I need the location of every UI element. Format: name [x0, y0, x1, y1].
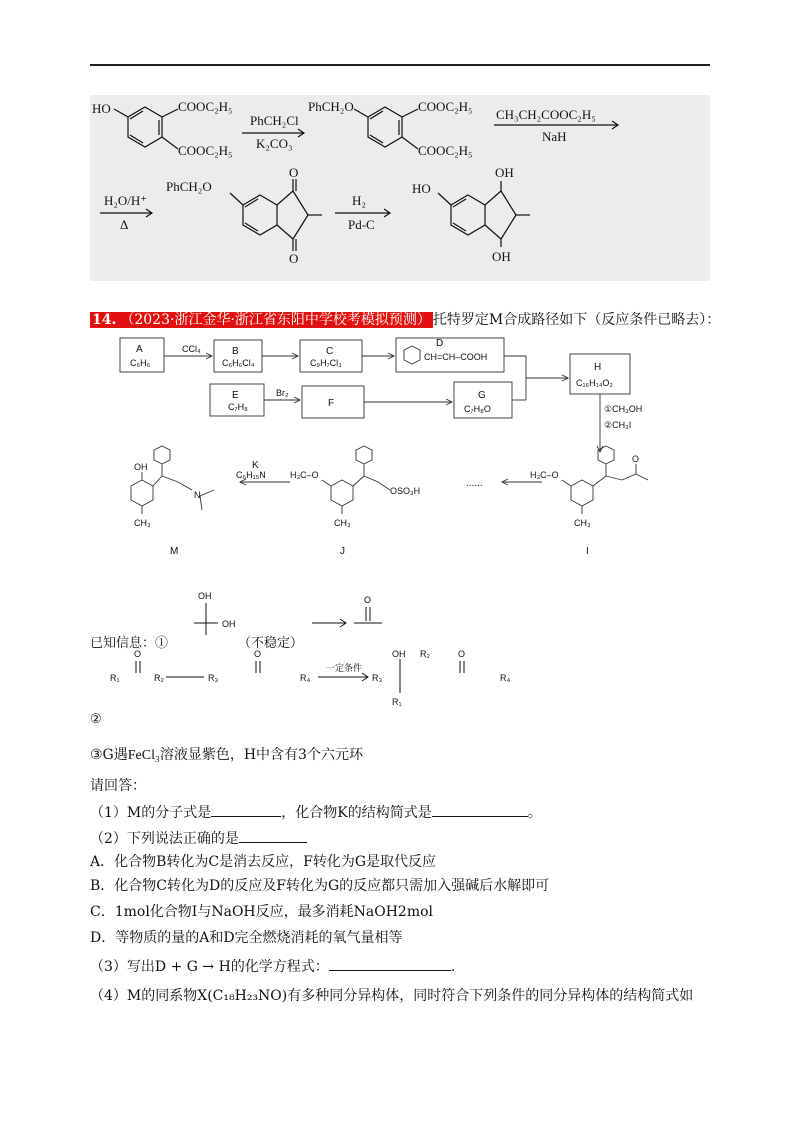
q3-text-a: （3）写出: [90, 959, 155, 975]
reagent-3-top: H₂O/H⁺: [104, 193, 148, 208]
sm-ester-bottom: COOC₂H₅: [178, 143, 233, 158]
reagent-2-bottom: NaH: [542, 129, 567, 144]
box-a-formula: C₆H₆: [130, 358, 151, 368]
br2-label: Br₂: [276, 388, 289, 398]
rxn-o-1: O: [134, 649, 142, 659]
box-e-label: E: [232, 390, 239, 401]
i-o: O: [632, 454, 640, 464]
scheme-1-drawing: [90, 95, 710, 281]
q1-text-c: 。: [527, 805, 542, 821]
q1-text-a: （1）M的分子式是: [90, 805, 212, 821]
rxn-r3: R₃: [208, 673, 219, 683]
box-d-label: D: [436, 338, 444, 349]
question-source[interactable]: （2023·浙江金华·浙江省东阳中学校考模拟预测）: [120, 312, 431, 328]
q4-formula: X(C₁₈H₂₃NO): [197, 988, 288, 1004]
question-intro: 托特罗定M合成路径如下（反应条件已略去）：: [432, 312, 721, 328]
box-h-formula: C₁₆H₁₄O₂: [576, 378, 613, 388]
synthesis-scheme-1: [90, 95, 710, 281]
rxn-r1: R₁: [110, 673, 120, 683]
reagent-1-bottom: K₂CO₃: [256, 136, 293, 151]
gem-diol-oh-right: OH: [222, 619, 236, 629]
int-phch2o: PhCH₂O: [308, 99, 354, 114]
k-label: K: [252, 460, 259, 471]
option-d: D．等物质的量的A和D完全燃烧消耗的氧气量相等: [90, 930, 403, 946]
rxn-condition: 一定条件: [326, 663, 363, 673]
box-e-formula: C₇H₈: [228, 402, 248, 412]
rxn-r2: R₂: [154, 673, 164, 683]
ketone-phch2o: PhCH₂O: [166, 179, 212, 194]
label-j: J: [340, 546, 345, 557]
rxn-o-2: O: [254, 649, 262, 659]
reagent-4-bottom: Pd-C: [348, 217, 375, 232]
gem-diol-oh-top: OH: [198, 591, 212, 601]
i-ch3: CH₃: [574, 518, 591, 528]
diol-oh-top: OH: [495, 165, 514, 180]
q1-blank-formula[interactable]: [211, 802, 281, 817]
box-h-label: H: [594, 362, 602, 373]
item3-pre: ③G遇: [90, 747, 128, 763]
optc-d: NaOH: [211, 904, 256, 920]
box-g-label: G: [478, 390, 486, 401]
route-dots: ......: [466, 478, 483, 489]
q1-line: [90, 802, 542, 823]
int-ester-top: COOC₂H₅: [418, 99, 473, 114]
option-b: B．化合物C转化为D的反应及F转化为G的反应都只需加入强碱后水解即可: [90, 878, 550, 894]
box-b-formula: C₆H₆Cl₄: [222, 358, 255, 368]
benzene-ring-int: [368, 107, 402, 147]
carbonyl-o: O: [364, 595, 372, 605]
j-h3co: H₃C–O: [290, 470, 319, 480]
optc-b: 1mol: [114, 904, 150, 920]
q3-equation: D + G → H: [154, 959, 231, 975]
box-c-formula: C₉H₇Cl₃: [310, 358, 342, 368]
ketone-o-bottom: O: [289, 251, 299, 266]
question-14-header: [90, 310, 730, 330]
i-h3co: H₃C–O: [530, 470, 559, 480]
q4-line: [90, 986, 693, 1006]
box-a-label: A: [136, 344, 143, 355]
optc-a: C．: [90, 904, 115, 920]
prod-r3: R₃: [372, 673, 383, 683]
label-i: I: [586, 546, 589, 557]
box-b-label: B: [232, 346, 239, 357]
optc-e: 反应，最多消耗: [255, 904, 354, 920]
q2-text: （2）下列说法正确的是: [90, 831, 239, 847]
box-c-label: C: [326, 346, 334, 357]
rxn-r4: R₄: [300, 673, 311, 683]
int-ester-bottom: COOC₂H₅: [418, 143, 473, 158]
q3-text-b: 的化学方程式：: [230, 959, 329, 975]
sm-ho: HO: [92, 101, 111, 116]
j-oso3h: OSO₃H: [390, 486, 421, 496]
m-n: N: [194, 490, 201, 500]
diol-oh-bottom: OH: [492, 249, 511, 264]
synthesis-route: [90, 332, 730, 572]
ask-line: 请回答：: [90, 778, 146, 794]
option-a: A．化合物B转化为C是消去反应，F转化为G是取代反应: [90, 854, 437, 870]
item3-post: 溶液显紫色，H中含有3个六元环: [159, 747, 363, 763]
known-item-3: [90, 745, 363, 766]
reagent-2-top: CH₃CH₂COOC₂H₅: [496, 107, 596, 122]
sm-ester-top: COOC₂H₅: [178, 99, 233, 114]
step-1: ①CH₃OH: [604, 404, 643, 414]
optc-f: NaOH2mol: [353, 904, 434, 920]
step-2: ②CH₃I: [604, 420, 632, 430]
m-oh: OH: [134, 462, 148, 472]
m-ch3: CH₃: [134, 518, 151, 528]
q2-blank[interactable]: [239, 828, 307, 843]
indanediol-ring: [451, 195, 485, 235]
k-formula: C₆H₁₅N: [236, 470, 266, 480]
q4-text-a: （4）M的同系物: [90, 988, 198, 1004]
known-prefix: 已知信息：①: [90, 635, 169, 650]
optc-c: 化合物I与: [149, 904, 212, 920]
diol-ho: HO: [412, 181, 431, 196]
box-d-chain: CH=CH–COOH: [424, 352, 488, 362]
known-info-drawing: [90, 585, 730, 735]
reagent-4-top: H₂: [352, 193, 366, 208]
reagent-3-bottom: Δ: [120, 217, 129, 232]
box-f-label: F: [328, 398, 335, 409]
q1-blank-k[interactable]: [432, 802, 528, 817]
prod-o: O: [458, 649, 466, 659]
reagent-1-top: PhCH₂Cl: [250, 113, 299, 128]
route-drawing: [90, 332, 730, 572]
prod-oh: OH: [392, 649, 406, 659]
indanone-ring: [243, 195, 277, 235]
q3-blank[interactable]: [329, 956, 451, 971]
prod-r4: R₄: [500, 673, 511, 683]
ketone-o-top: O: [289, 165, 299, 180]
prod-r1: R₁: [392, 697, 402, 707]
q3-text-c: .: [450, 959, 456, 975]
benzene-ring-sm: [128, 107, 162, 147]
label-m: M: [170, 546, 179, 557]
fecl3: FeCl₃: [127, 748, 160, 763]
j-ch3: CH₃: [334, 518, 351, 528]
question-number: 14.: [92, 312, 117, 328]
q3-line: [90, 956, 455, 977]
option-c: [90, 902, 433, 922]
ccl4-label: CCl₄: [182, 344, 201, 354]
unstable-note: （不稳定）: [238, 635, 304, 650]
box-g-formula: C₇H₈O: [464, 404, 491, 414]
known-item-2: ②: [90, 711, 102, 726]
q2-line: [90, 828, 307, 849]
prod-r2: R₂: [420, 649, 430, 659]
header-rule: [90, 64, 710, 66]
known-information: [90, 585, 730, 735]
q1-text-b: ，化合物K的结构简式是: [281, 805, 432, 821]
q4-text-b: 有多种同分异构体，同时符合下列条件的同分异构体的结构简式如: [287, 988, 694, 1004]
